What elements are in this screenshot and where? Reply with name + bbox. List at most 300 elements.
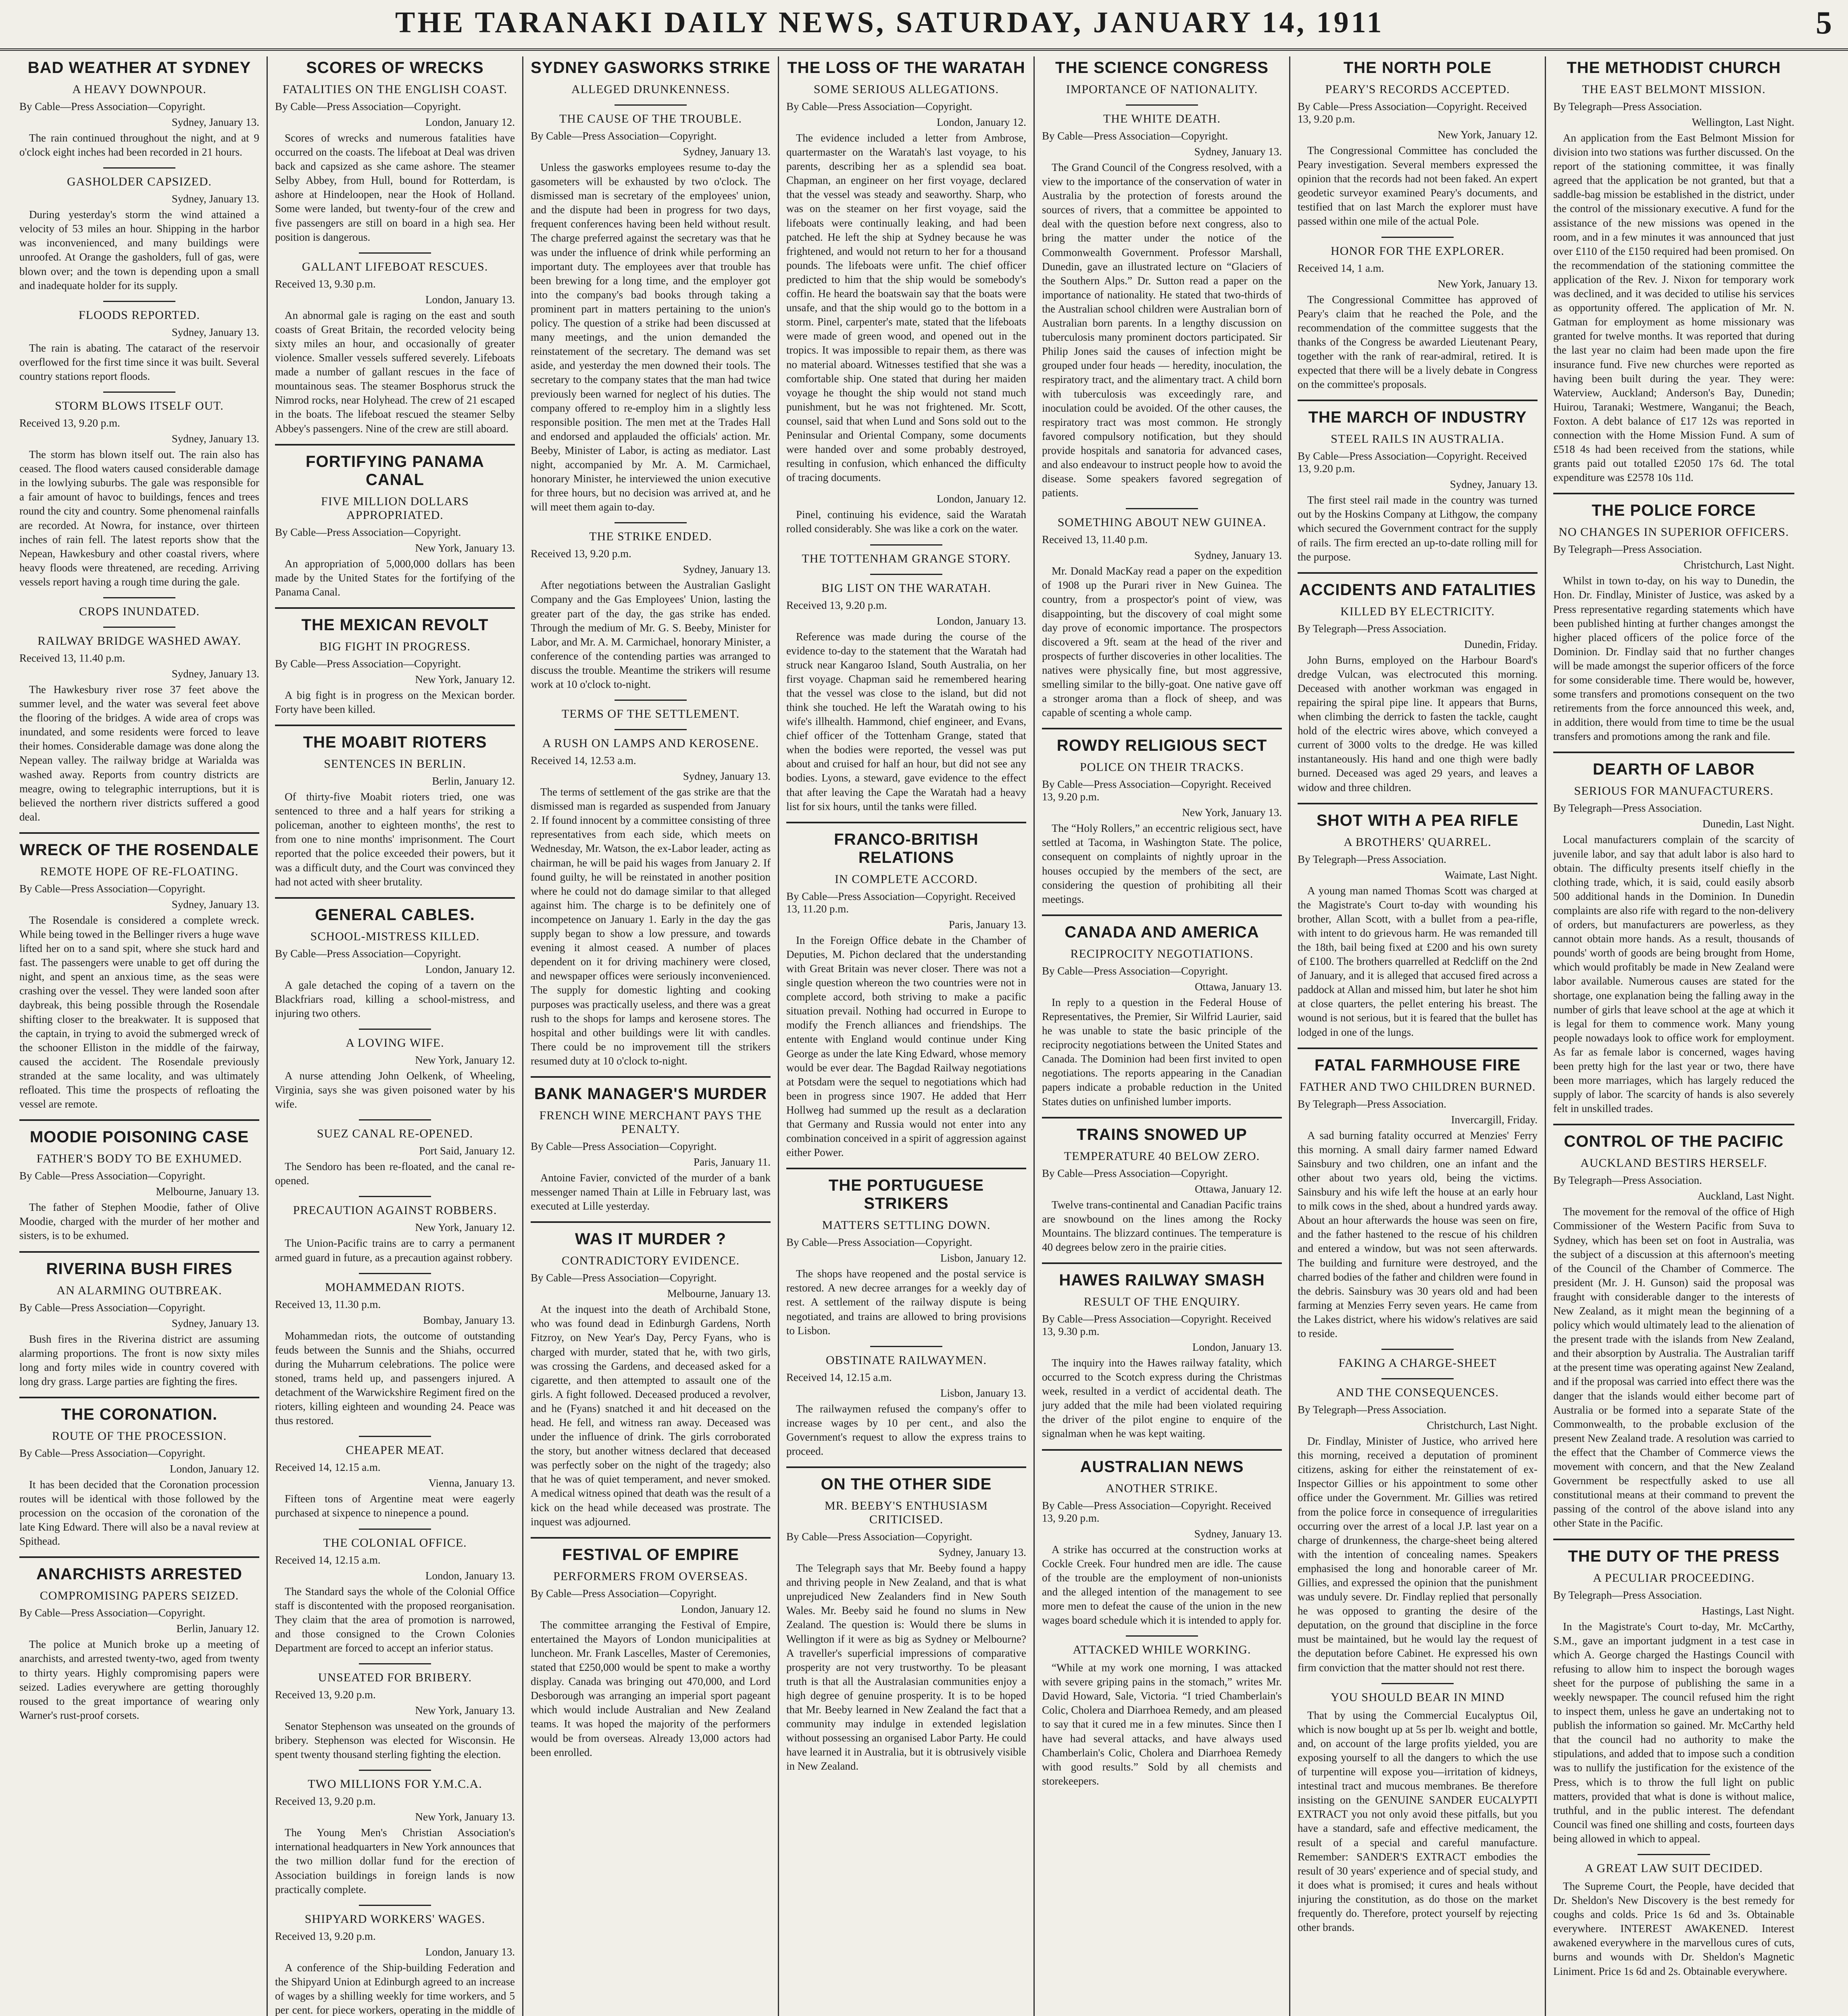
article-byline: Received 14, 12.53 a.m. <box>531 754 636 767</box>
article-body: At the inquest into the death of Archibald Stone, who was found dead in Edinburgh Gardens, North Fitzroy, on New Year's Day, Percy Fyans, who is charged with murder, stated that he, with two girls, was crossing the Gardens, and deceased asked for a cigarette, and then attempted to assault one of the girls. A fight followed. Deceased produced a revolver, and he (Fyans) snatched it and hit deceased on the head. He fell, and witness ran away. Deceased was under the influence of drink. The girls corroborated the story, but another witness declared that deceased was perfectly sober on the night of the tragedy; also that he was of quiet temperament, and never smoked. A medical witness opined that death was the result of a kick on the head while deceased was prostrate. The inquest was adjourned. <box>531 1303 771 1528</box>
article-body: A strike has occurred at the construction works at Cockle Creek. Four hundred men are idle. The cause of the trouble are the employment of non-unionists and the alleged intention of the management to see more men to defeat the cause of the union in the new wages board schedule which it is intended to apply for. <box>1042 1543 1282 1626</box>
article-section <box>1298 237 1538 392</box>
sub-rule <box>359 1436 431 1437</box>
article-headline: ON THE OTHER SIDE <box>821 1475 992 1493</box>
article-dateline: Sydney, January 13. <box>171 193 259 205</box>
article-body: Twelve trans-continental and Canadian Pacific trains are snowbound on the lines among the Rocky Mountains. The blizzard continues. The temperature is 40 degrees below zero in the prairie cities. <box>1042 1198 1282 1253</box>
article-subheading: SCHOOL-MISTRESS KILLED. <box>310 929 480 943</box>
article-section <box>275 725 515 889</box>
article-section <box>1298 572 1538 795</box>
article-body: Scores of wrecks and numerous fatalities have occurred on the coasts. The lifeboat at Deal was driven back and capsized as she came ashore. The steamer Selby Abbey, from Hull, bound for Rotterdam, is ashore at Hindeloopen, near the Hook of Holland. Some were landed, but twenty-four of the crew and five passengers are still on board in a high sea. Her position is dangerous. <box>275 132 515 243</box>
column-6 <box>1290 56 1546 2016</box>
article-headline: SCORES OF WRECKS <box>306 59 484 77</box>
article-subheading: STORM BLOWS ITSELF OUT. <box>55 399 224 413</box>
article-dateline: Paris, January 11. <box>694 1156 771 1168</box>
sub-rule <box>103 597 175 598</box>
article-body: During yesterday's storm the wind attained a velocity of 53 miles an hour. Shipping in the harbor was inconvenienced, and many buildings were unroofed. At Orange the gasholders, full of gas, were blown over; and the town is depending upon a small and inadequate holder for its supply. <box>19 208 259 292</box>
article-byline: Received 13, 11.40 p.m. <box>1042 533 1148 546</box>
article-dateline: New York, January 12. <box>415 1221 515 1234</box>
article-subheading: TEMPERATURE 40 BELOW ZERO. <box>1064 1149 1260 1163</box>
article-section <box>786 1168 1026 1337</box>
article-section <box>19 1397 259 1548</box>
article-subheading: A RUSH ON LAMPS AND KEROSENE. <box>542 737 759 750</box>
article-section <box>531 1537 771 1760</box>
article-byline: By Cable—Press Association—Copyright. <box>531 1272 717 1284</box>
article-body: Whilst in town to-day, on his way to Dunedin, the Hon. Dr. Findlay, Minister of Justice, was asked by a Press representative regarding statements which have been published hinting at further changes amongst the higher placed officers of the police force of the Dominion. Dr. Findlay said that no further changes will be made amongst the superior officers of the force for some considerable time. There would be, however, some transfers and promotions consequent on the two retirements from the force announced this week, and, in addition, there would from time to time be the usual transfers and promotions among the rank and file. <box>1553 575 1794 743</box>
article-subheading: TWO MILLIONS FOR Y.M.C.A. <box>308 1777 482 1791</box>
article-byline: By Cable—Press Association—Copyright. <box>1042 130 1228 142</box>
article-dateline: Ottawa, January 13. <box>1195 980 1282 993</box>
article-body: A conference of the Ship-building Federation and the Shipyard Union at Edinburgh agreed to an increase of wages by a shilling weekly for time workers, and 5 per cent. for piece workers, operating in the middle of <box>275 1961 515 2016</box>
article-dateline: Sydney, January 13. <box>171 116 259 128</box>
article-subheading: THE EAST BELMONT MISSION. <box>1582 83 1766 96</box>
article-headline: WAS IT MURDER ? <box>575 1230 726 1248</box>
article-dateline: Sydney, January 13. <box>171 326 259 338</box>
article-body: The Supreme Court, the People, have decided that Dr. Sheldon's New Discovery is the best remedy for coughs and colds. Price 1s 6d and 3s. Obtainable everywhere. INTEREST AWAKENED. Interest awakened everywhere in the marvellous cures of cuts, burns and wounds with Dr. Sheldon's Magnetic Liniment. Price 1s 6d and 2s. Obtainable everywhere. <box>1553 1880 1794 1977</box>
section-divider <box>1298 572 1538 574</box>
article-subheading: FATALITIES ON THE ENGLISH COAST. <box>282 83 508 96</box>
article-headline: TRAINS SNOWED UP <box>1077 1125 1247 1143</box>
article-section <box>275 897 515 1020</box>
article-section <box>1042 508 1282 720</box>
article-byline: By Telegraph—Press Association. <box>1298 1404 1446 1416</box>
article-subheading: SENTENCES IN BERLIN. <box>324 757 466 771</box>
sub-rule <box>615 729 687 730</box>
section-divider <box>531 1221 771 1223</box>
article-section <box>1553 1539 1794 1846</box>
article-body: Senator Stephenson was unseated on the grounds of bribery. Stephenson was elected for Wisconsin. He spent twenty thousand sterling fighting the election. <box>275 1720 515 1761</box>
article-subheading: AN ALARMING OUTBREAK. <box>56 1283 222 1297</box>
article-subheading: HONOR FOR THE EXPLORER. <box>1331 244 1504 258</box>
article-section <box>786 1346 1026 1458</box>
article-dateline: London, January 12. <box>425 116 515 128</box>
article-body: The inquiry into the Hawes railway fatality, which occurred to the Scotch express during the Christmas week, resulted in a verdict of accidental death. The jury added that the mile had been violated requiring the driver of the pilot engine to enquire of the signalman when he was kept waiting. <box>1042 1356 1282 1440</box>
sub-rule <box>359 1196 431 1197</box>
article-section <box>19 1119 259 1243</box>
article-subheading: THE COLONIAL OFFICE. <box>323 1536 467 1549</box>
article-byline: By Cable—Press Association—Copyright. <box>275 657 461 670</box>
article-dateline: Sydney, January 13. <box>171 1317 259 1329</box>
article-subheading: A BROTHERS' QUARREL. <box>1344 835 1492 849</box>
article-body: Fifteen tons of Argentine meat were eagerly purchased at sixpence to ninepence a pound. <box>275 1493 515 1519</box>
article-subheading: SHIPYARD WORKERS' WAGES. <box>304 1912 485 1926</box>
sub-rule <box>870 544 942 546</box>
article-subheading: THE CAUSE OF THE TROUBLE. <box>559 112 742 125</box>
section-divider <box>1298 1048 1538 1049</box>
sub-rule <box>1126 508 1198 509</box>
sub-rule <box>1381 237 1454 238</box>
article-headline: THE MOABIT RIOTERS <box>303 733 487 752</box>
article-byline: Received 13, 9.20 p.m. <box>275 1930 376 1942</box>
article-dateline: Dunedin, Last Night. <box>1702 818 1794 830</box>
article-headline: THE POLICE FORCE <box>1592 502 1756 520</box>
article-section <box>19 1251 259 1389</box>
article-section <box>1042 914 1282 1109</box>
article-subheading: AND THE CONSEQUENCES. <box>1336 1386 1499 1400</box>
article-subheading: A HEAVY DOWNPOUR. <box>72 83 206 96</box>
sub-rule <box>1126 1635 1198 1637</box>
sub-rule <box>1638 1854 1710 1855</box>
article-body: The committee arranging the Festival of Empire, entertained the Mayors of London municipalities at luncheon. Mr. Frank Lascelles, Master of Ceremonies, stated that £250,000 would be spent to make a worthy display. Canada was bringing out 470,000, and Lord Desborough was arranging an imperial sport pageant which would include Australian and New Zealand teams. It was hoped the majority of the performers would be from overseas. Already 13,000 actors had been enrolled. <box>531 1618 771 1758</box>
article-byline: By Cable—Press Association—Copyright. <box>531 130 717 142</box>
article-section <box>19 597 259 619</box>
article-headline: CONTROL OF THE PACIFIC <box>1564 1133 1784 1151</box>
article-section <box>786 493 1026 536</box>
column-3 <box>523 56 779 2016</box>
article-subheading: RECIPROCITY NEGOTIATIONS. <box>1070 947 1254 960</box>
article-subheading: PEARY'S RECORDS ACCEPTED. <box>1325 83 1510 96</box>
article-headline: THE LOSS OF THE WARATAH <box>787 59 1025 77</box>
article-dateline: London, January 13. <box>425 1945 515 1958</box>
article-subheading: MATTERS SETTLING DOWN. <box>822 1218 991 1232</box>
article-dateline: Christchurch, Last Night. <box>1683 559 1794 571</box>
article-section <box>786 59 1026 485</box>
article-section <box>19 167 259 293</box>
article-body: A nurse attending John Oelkenk, of Wheeling, Virginia, says she was given poisoned water by his wife. <box>275 1070 515 1110</box>
article-body: An abnormal gale is raging on the east and south coasts of Great Britain, the recorded velocity being sixty miles an hour, and occasionally of greater violence. Smaller vessels suffered severely. Lifeboats made a number of gallant rescues in the face of mountainous seas. The steamer Bosphorus struck the Nimrod rocks, near Holyhead. The crew of 21 escaped in the boats. The lifeboat rescued the steamer Selby Abbey's passengers. Nine of the crew are still aboard. <box>275 309 515 435</box>
article-headline: SYDNEY GASWORKS STRIKE <box>531 59 771 77</box>
article-section <box>1042 1635 1282 1788</box>
article-headline: FATAL FARMHOUSE FIRE <box>1314 1056 1521 1074</box>
article-subheading: THE TOTTENHAM GRANGE STORY. <box>802 552 1011 565</box>
article-byline: By Telegraph—Press Association. <box>1553 802 1702 814</box>
article-dateline: Lisbon, January 12. <box>940 1252 1026 1264</box>
article-section <box>1298 59 1538 229</box>
article-headline: HAWES RAILWAY SMASH <box>1059 1271 1265 1289</box>
article-dateline: Sydney, January 13. <box>683 563 771 576</box>
sub-rule <box>870 574 942 575</box>
section-divider <box>1553 1124 1794 1125</box>
article-dateline: Sydney, January 13. <box>171 667 259 680</box>
article-section <box>275 59 515 244</box>
article-byline: By Telegraph—Press Association. <box>1298 622 1446 635</box>
article-body: Reference was made during the course of the evidence to-day to the statement that the Waratah had struck near Kangaroo Island, South Australia, on her first voyage. Chapman said he remembered hearing that the vessel was close to the island, but did not think she touched. He left the Waratah owing to his wife's illhealth. Hammond, chief engineer, and Evans, chief officer of the Tottenham Grange, stated that when the bodies were reported, the vessel was put about and cruised for half an hour, but did not see any bodies. Lyons, a steward, gave evidence to the effect that after leaving the Cape the Waratah had a heavy list for six hours, until the tanks were filled. <box>786 630 1026 812</box>
sub-rule <box>103 167 175 169</box>
article-section <box>1042 1262 1282 1441</box>
section-divider <box>275 444 515 446</box>
section-divider <box>1042 728 1282 729</box>
article-dateline: London, January 12. <box>937 493 1026 505</box>
section-divider <box>786 822 1026 823</box>
article-byline: Received 13, 9.30 p.m. <box>275 277 376 290</box>
section-divider <box>786 1168 1026 1169</box>
section-divider <box>1042 1449 1282 1451</box>
article-body: An application from the East Belmont Mission for division into two stations was further discussed. On the report of the stationing committee, it was finally agreed that the application be not granted, but that a saddle-bag mission be established in the district, under the control of the missionary executive. A fund for the assistance of the new missions was opened in the room, and in a few minutes it was announced that just over £110 of the £150 required had been promised. On the recommendation of the stationing committee the application of the Rev. J. Nixon for temporary work was declined, and it was decided to utilise his services as opportunity offered. The application of Mr. N. Gatman for employment as home missionary was granted for twelve months. It was reported that during the last year no claim had been made upon the fire insurance fund. Five new churches were reported as having been built during the year. They were: Waterview, Auckland; Anderson's Bay, Dunedin; Huirou, Taranaki; Westmere, Wanganui; the Beach, Foxton. A debt balance of £17 12s was reported in connection with the Home Mission Fund. A sum of £518 4s had been received from the stations, while grants paid out totalled £2050 17s 6d. The total expenditure was £2578 10s 11d. <box>1553 132 1794 484</box>
article-dateline: Paris, January 13. <box>949 918 1026 931</box>
article-section <box>1298 1349 1538 1370</box>
article-section <box>1298 1048 1538 1341</box>
article-dateline: Sydney, January 13. <box>1450 478 1538 491</box>
article-subheading: GASHOLDER CAPSIZED. <box>67 175 212 189</box>
article-body: The Rosendale is considered a complete wreck. While being towed in the Bellinger rivers a huge wave lifted her on to a sand spit, where she stuck hard and fast. The passengers were unable to get off during the night, and spent an anxious time, as the seas were crashing over the vessel. They were landed soon after daybreak, this being possible through the Rosendale shifting closer to the breakwater. It is supposed that the captain, in trying to avoid the submerged wreck of the schooner Elliston in the middle of the fairway, caused the accident. The Rosendale previously stranded at the same locality, and was ultimately refloated. This time the prospects of refloating the vessel are remote. <box>19 914 259 1110</box>
section-divider <box>1042 914 1282 916</box>
section-divider <box>531 1076 771 1078</box>
article-body: The rain continued throughout the night, and at 9 o'clock eight inches had been recorded in 21 hours. <box>19 132 259 158</box>
article-byline: By Cable—Press Association—Copyright. <box>275 526 461 538</box>
section-divider <box>19 1556 259 1558</box>
article-subheading: RESULT OF THE ENQUIRY. <box>1083 1295 1240 1308</box>
column-2 <box>268 56 523 2016</box>
article-body: Local manufacturers complain of the scarcity of juvenile labor, and say that adult labor is also hard to obtain. The difficulty presents itself chiefly in the clothing trade, which, it is said, could easily absorb 500 additional hands in the Dominion. In Dunedin complaints are also rife with regard to the non-delivery of orders, but manufacturers are powerless, as they cannot obtain more hands. As a result, thousands of pounds' worth of goods are being brought from Home, which would profitably be made in New Zealand were labor available. Numerous causes are stated for the shortage, one explanation being the falling away in the number of girls that leave school at the age at which it is legal for them to commence work. Many young people nowadays look to office work for employment. As far as female labor is concerned, wages having been pretty high for the last year or two, there have been more marriages, which has largely reduced the supply of labor. The scarcity of hands is also severely felt in unskilled trades. <box>1553 833 1794 1115</box>
section-divider <box>1553 493 1794 494</box>
article-section <box>786 544 1026 566</box>
article-dateline: New York, January 13. <box>1182 806 1282 819</box>
article-headline: ACCIDENTS AND FATALITIES <box>1299 581 1536 599</box>
section-divider <box>19 832 259 834</box>
sub-rule <box>615 522 687 523</box>
article-body: The Hawkesbury river rose 37 feet above the summer level, and the water was several feet above the flooring of the bridges. A wide area of crops was inundated, and some residents were forced to leave their homes. Considerable damage was done along the Nepean valley. The railway bridge at Warialda was washed away. Reports from country districts are meagre, owing to telegraphic interruptions, but it is believed the northern river districts suffered a good deal. <box>19 683 259 823</box>
article-section <box>19 59 259 159</box>
article-dateline: New York, January 12. <box>415 673 515 685</box>
article-subheading: BIG LIST ON THE WARATAH. <box>821 581 991 595</box>
article-byline: By Cable—Press Association—Copyright. Received 13, 11.20 p.m. <box>786 890 1016 915</box>
sub-rule <box>615 104 687 106</box>
article-section <box>1042 59 1282 96</box>
article-body: The Standard says the whole of the Colonial Office staff is discontented with the proposed reorganisation. They claim that the area of promotion is narrowed, and those consigned to the Crown Colonies Department are forced to accept an inferior status. <box>275 1585 515 1654</box>
article-headline: AUSTRALIAN NEWS <box>1080 1458 1244 1476</box>
sub-rule <box>1381 1378 1454 1379</box>
article-dateline: London, January 12. <box>170 1462 259 1475</box>
article-dateline: London, January 12. <box>681 1603 771 1615</box>
article-headline: BAD WEATHER AT SYDNEY <box>27 59 251 77</box>
article-byline: Received 13, 9.20 p.m. <box>786 599 887 611</box>
article-byline: By Cable—Press Association—Copyright. <box>275 947 461 960</box>
article-subheading: MR. BEEBY'S ENTHUSIASM CRITICISED. <box>825 1499 988 1527</box>
article-body: It has been decided that the Coronation procession routes will be identical with those followed by the procession on the occasion of the coronation of the late King Edward. There will also be a naval review at Spithead. <box>19 1478 259 1547</box>
section-divider <box>1553 1539 1794 1540</box>
article-subheading: ROUTE OF THE PROCESSION. <box>52 1429 227 1443</box>
article-body: The shops have reopened and the postal service is restored. A new decree arranges for a weekly day of rest. A settlement of the railway dispute is being negotiated, and trains are allowed to bring provisions to Lisbon. <box>786 1268 1026 1337</box>
article-body: That by using the Commercial Eucalyptus Oil, which is now bought up at 5s per lb. weight and bottle, and, on account of the large profits yielded, you are exposing yourself to all the dangers to which the use of turpentine will expose you—irritation of kidneys, intestinal tract and mucous membranes. Be therefore insisting on the GENUINE SANDER EUCALYPTI EXTRACT you not only avoid these pitfalls, but you have a standard, safe and effective medicament, the result of a special and careful manufacture. Remember: SANDER'S EXTRACT embodies the result of 30 years' experience and of special study, and it does what is promised; it cures and heals without injuring the constitution, as do those on the market frequently do. Therefore, protect yourself by rejecting other brands. <box>1298 1709 1538 1934</box>
sub-rule <box>103 392 175 393</box>
section-divider <box>275 725 515 726</box>
article-dateline: London, January 12. <box>937 116 1026 128</box>
article-dateline: London, January 13. <box>1192 1341 1282 1353</box>
article-subheading: REMOTE HOPE OF RE-FLOATING. <box>40 864 239 878</box>
article-body: The railwaymen refused the company's offer to increase wages by 10 per cent., and also the Government's request to allow the express trains to proceed. <box>786 1402 1026 1457</box>
article-body: A gale detached the coping of a tavern on the Blackfriars road, killing a school-mistress, and injuring two others. <box>275 979 515 1019</box>
article-section <box>1553 493 1794 744</box>
article-byline: By Telegraph—Press Association. <box>1553 100 1702 112</box>
section-divider <box>531 1537 771 1539</box>
article-dateline: Invercargill, Friday. <box>1451 1113 1538 1126</box>
article-dateline: New York, January 13. <box>415 541 515 554</box>
article-subheading: FAKING A CHARGE-SHEET <box>1338 1356 1497 1370</box>
article-byline: By Cable—Press Association—Copyright. <box>786 1236 973 1249</box>
article-byline: By Cable—Press Association—Copyright. <box>275 100 461 112</box>
article-body: After negotiations between the Australian Gaslight Company and the Gas Employees' Union, lasting the greater part of the day, the gas strike has ended. Through the medium of Mr. G. S. Beeby, Minister for Labor, and Mr. A. M. Carmichael, honorary Minister, a conference of the contending parties was arranged to discuss the trouble. Meantime the strikers will resume work at 10 o'clock to-night. <box>531 579 771 690</box>
column-4 <box>779 56 1035 2016</box>
article-dateline: Sydney, January 13. <box>1194 1527 1282 1540</box>
section-divider <box>1298 803 1538 804</box>
article-subheading: CHEAPER MEAT. <box>346 1443 444 1457</box>
column-5 <box>1035 56 1290 2016</box>
article-subheading: IN COMPLETE ACCORD. <box>835 872 978 886</box>
article-dateline: Wellington, Last Night. <box>1692 116 1794 128</box>
sub-rule <box>103 627 175 628</box>
article-dateline: New York, January 13. <box>415 1811 515 1823</box>
page-number: 5 <box>1816 5 1832 41</box>
article-byline: Received 13, 9.20 p.m. <box>531 548 631 560</box>
article-dateline: Berlin, January 12. <box>432 775 515 787</box>
article-body: The Grand Council of the Congress resolved, with a view to the importance of the conservation of water in Australia by the protection of forests around the sources of rivers, that a committee be appointed to deal with the question before next congress, also to bring the matter under the notice of the Commonwealth Government. Professor Marshall, Dunedin, gave an illustrated lecture on “Glaciers of the Southern Alps.” Dr. Sutton read a paper on the importance of nationality. He stated that two-thirds of the Australian school children were Australian born of Australian born parents. In a lengthy discussion on tuberculosis many prominent doctors participated. Sir Philip Jones said the causes of infection might be grouped under four heads — heredity, inoculation, the respiratory tract, and the alimentary tract. A child born with tuberculosis was exceedingly rare, and inoculation could be avoided. Of the other causes, the respiratory tract was most common. He strongly favored compulsory notification, but they should provide hospitals and sanatoria for advanced cases, and also endeavour to instruct people how to avoid the disease. Some speakers favored segregation of patients. <box>1042 161 1282 499</box>
article-byline: By Cable—Press Association—Copyright. <box>531 1587 717 1599</box>
section-divider <box>1298 400 1538 401</box>
article-body: The first steel rail made in the country was turned out by the Hoskins Company at Lithgow, the company which secured the Government contract for the supply of rails. The firm erected an up-to-date rolling mill for the purpose. <box>1298 494 1538 563</box>
article-byline: By Cable—Press Association—Copyright. Received 13, 9.30 p.m. <box>1042 1312 1271 1337</box>
article-body: The rain is abating. The cataract of the reservoir overflowed for the first time since it was built. Several country stations report floods. <box>19 342 259 382</box>
article-subheading: THE WHITE DEATH. <box>1103 112 1221 125</box>
article-body: A sad burning fatality occurred at Menzies' Ferry this morning. A small dairy farmer named Edward Sainsbury and two children, one an infant and the other about two years old, being the victims. Sainsbury and his wife left the house at an early hour to milk cows in the shed, about a hundred yards away. About an hour afterwards the house was seen on fire, and the father hastened to the rescue of his children and entered a window, but was not seen afterwards. The building and furniture were destroyed, and the charred bodies of the father and children were found in the debris. Sainsbury was 30 years old and had been farming at Menzies Ferry seven years. He came from the Lakes district, where his widow's relatives are said to reside. <box>1298 1129 1538 1339</box>
article-body: An appropriation of 5,000,000 dollars has been made by the United States for the fortifying of the Panama Canal. <box>275 557 515 598</box>
article-body: A big fight is in progress on the Mexican border. Forty have been killed. <box>275 689 515 715</box>
article-dateline: Melbourne, January 13. <box>667 1287 771 1300</box>
article-dateline: Lisbon, January 13. <box>940 1387 1026 1399</box>
article-byline: By Telegraph—Press Association. <box>1553 1589 1702 1601</box>
column-7 <box>1546 56 1802 2016</box>
article-dateline: Waimate, Last Night. <box>1444 868 1538 881</box>
sub-rule <box>359 1770 431 1771</box>
article-headline: THE PORTUGUESE STRIKERS <box>828 1177 984 1213</box>
sub-rule <box>359 1029 431 1030</box>
article-subheading: CONTRADICTORY EVIDENCE. <box>561 1254 740 1268</box>
article-section <box>275 1119 515 1188</box>
article-dateline: New York, January 13. <box>415 1704 515 1716</box>
article-section <box>275 1029 515 1111</box>
article-section <box>1298 803 1538 1039</box>
article-dateline: London, January 13. <box>425 1569 515 1582</box>
article-byline: By Cable—Press Association—Copyright. <box>19 882 206 895</box>
article-dateline: London, January 12. <box>425 963 515 975</box>
article-subheading: TERMS OF THE SETTLEMENT. <box>561 707 740 721</box>
article-dateline: New York, January 12. <box>1438 129 1538 141</box>
article-body: The Congressional Committee has concluded the Peary investigation. Several members expressed the opinion that the records had not been faked. An expert geodetic surveyor examined Peary's documents, and testified that on last March the explorer must have passed within one mile of the actual Pole. <box>1298 144 1538 227</box>
section-divider <box>19 1119 259 1121</box>
article-subheading: SOMETHING ABOUT NEW GUINEA. <box>1057 516 1267 529</box>
section-divider <box>1042 1117 1282 1118</box>
article-byline: Received 14, 12.15 a.m. <box>275 1554 381 1566</box>
article-byline: By Cable—Press Association—Copyright. <box>19 1607 206 1619</box>
article-byline: By Cable—Press Association—Copyright. <box>1042 964 1228 977</box>
article-section <box>275 252 515 436</box>
article-subheading: SOME SERIOUS ALLEGATIONS. <box>813 83 999 96</box>
article-body: Mohammedan riots, the outcome of outstanding feuds between the Sunnis and the Shiahs, occurred during the Muharrum celebrations. The police were stoned, trams held up, and passengers injured. A detachment of the Warwickshire Regiment fired on the rioters, killing eighteen and wounding 24. Peace was thus restored. <box>275 1329 515 1427</box>
article-body: The Young Men's Christian Association's international headquarters in New York announces that the two million dollar fund for the erection of Association buildings in foreign lands is now practically complete. <box>275 1826 515 1895</box>
article-headline: GENERAL CABLES. <box>315 906 475 924</box>
article-subheading: RAILWAY BRIDGE WASHED AWAY. <box>38 634 241 648</box>
article-subheading: A LOVING WIFE. <box>346 1036 444 1050</box>
section-divider <box>275 607 515 609</box>
article-body: Mr. Donald MacKay read a paper on the expedition of 1908 up the Purari river in New Guinea. The country, from a prospector's point of view, was disappointing, but the discovery of coal might some day prove of economic importance. The prospectors discovered a 9ft. seam at the head of the river and prospects of further discoveries in other localities. The natives were physically fine, but most aggressive, smelling similar to the billy-goat. One native gave off a stronger aroma than a flock of sheep, and was capable of scenting a whole camp. <box>1042 565 1282 719</box>
article-byline: By Telegraph—Press Association. <box>1553 1174 1702 1187</box>
section-divider <box>19 1397 259 1398</box>
article-body: “While at my work one morning, I was attacked with severe griping pains in the stomach,” writes Mr. David Howard, Sale, Victoria. “I tried Chamberlain's Colic, Cholera and Diarrhoea Remedy, and am pleased to say that it cured me in a few minutes. Since then I have had several attacks, and have always used Chamberlain's Colic, Cholera and Diarrhoea Remedy with good results.” Sold by all chemists and storekeepers. <box>1042 1662 1282 1787</box>
article-subheading: A PECULIAR PROCEEDING. <box>1593 1571 1755 1585</box>
article-byline: By Cable—Press Association—Copyright. Received 13, 9.20 p.m. <box>1298 450 1527 475</box>
article-byline: Received 13, 11.30 p.m. <box>275 1298 381 1310</box>
article-section <box>19 627 259 824</box>
article-section <box>19 832 259 1111</box>
article-body: The Congressional Committee has approved of Peary's claim that he reached the Pole, and the recommendation of the committee suggests that the thanks of the Congress be awarded Lieutenant Peary, together with the rank of rear-admiral, retired. It is expected that there will be a lively debate in Congress on the committee's proposals. <box>1298 293 1538 391</box>
article-body: The evidence included a letter from Ambrose, quartermaster on the Waratah's last voyage, to his parents, describing her as a splendid sea boat. Chapman, an engineer on her first voyage, declared that the vessel was steady and seaworthy. Sharp, who was on the steamer on her first voyage, said the lifeboats were continually leaking, and had been patched. He left the ship at Sydney because he was frightened, and would not return to her for a thousand pounds. The lifeboats were unfit. The chief officer predicted to him that the ship would be somebody's coffin. He heard the boatswain say that the boats were unsafe, and that the ship would go to the bottom in a storm. Pinel, carpenter's mate, stated that the lifeboats were made of green wood, and opened out in the tropics. It was impossible to repair them, as there was no material aboard. Witnesses testified that she was a comfortable ship. One stated that during her maiden voyage he thought the ship would not stand much punishment, but he was not frightened. Mr. Scott, counsel, said that when Lund and Sons sold out to the Peninsular and Oriental Company, some documents were handed over and some probably destroyed, resulting in confusion, which enhanced the difficulty of tracing documents. <box>786 132 1026 484</box>
article-dateline: Bombay, January 13. <box>423 1314 515 1326</box>
article-headline: RIVERINA BUSH FIRES <box>46 1260 233 1278</box>
article-subheading: FRENCH WINE MERCHANT PAYS THE PENALTY. <box>539 1108 762 1136</box>
article-section <box>275 1529 515 1655</box>
article-section <box>531 700 771 721</box>
article-section <box>275 1273 515 1428</box>
section-divider <box>275 897 515 899</box>
article-byline: By Cable—Press Association—Copyright. <box>19 1447 206 1459</box>
article-section <box>19 1556 259 1722</box>
article-byline: By Cable—Press Association—Copyright. <box>19 1301 206 1314</box>
article-subheading: COMPROMISING PAPERS SEIZED. <box>40 1589 239 1603</box>
article-dateline: Sydney, January 13. <box>171 898 259 910</box>
article-section <box>275 1905 515 2016</box>
article-headline: THE METHODIST CHURCH <box>1567 59 1781 77</box>
article-dateline: London, January 13. <box>937 614 1026 627</box>
article-section <box>786 1466 1026 1773</box>
article-body: The Sendoro has been re-floated, and the canal re-opened. <box>275 1160 515 1187</box>
article-headline: CANADA AND AMERICA <box>1065 923 1259 941</box>
article-subheading: MOHAMMEDAN RIOTS. <box>325 1280 465 1294</box>
article-subheading: PRECAUTION AGAINST ROBBERS. <box>293 1204 497 1217</box>
article-headline: DEARTH OF LABOR <box>1593 760 1755 779</box>
article-dateline: Sydney, January 13. <box>938 1546 1026 1559</box>
article-section <box>786 574 1026 814</box>
section-divider <box>1042 1262 1282 1264</box>
section-divider <box>19 1251 259 1253</box>
article-headline: FORTIFYING PANAMA CANAL <box>306 452 484 489</box>
article-section <box>531 1076 771 1213</box>
article-section <box>275 1196 515 1264</box>
article-byline: By Cable—Press Association—Copyright. <box>786 100 973 112</box>
article-body: Unless the gasworks employees resume to-day the gasometers will be exhausted by two o'clock. The dismissed man is secretary of the employees' union, and the dispute had been in progress for two days, frequent conferences having been held without result. The charge preferred against the secretary was that he was under the influence of drink while performing an important duty. The employees aver that trouble has been brewing for a long time, and the employer got into the company's bad books through taking a prominent part in matters pertaining to the union's policy. The question of a strike had been discussed at many meetings, and the union demanded the reinstatement of the secretary. The demand was set aside, and yesterday the men downed their tools. The secretary to the company states that the man had twice previously been warned for neglect of his duties. The company offered to re-employ him in a slightly less responsible position. The men met at the Trades Hall and endorsed and applauded the officials' action. Mr. Beeby, Minister of Labor, is acting as mediator. Last night, accompanied by Mr. A. M. Carmichael, honorary Minister, he interviewed the union executive for three hours, but no decision was arrived at, and he will meet them again to-day. <box>531 161 771 513</box>
article-subheading: NO CHANGES IN SUPERIOR OFFICERS. <box>1558 525 1789 539</box>
article-subheading: IMPORTANCE OF NATIONALITY. <box>1066 83 1258 96</box>
article-subheading: ATTACKED WHILE WORKING. <box>1073 1643 1251 1657</box>
article-byline: Received 14, 12.15 a.m. <box>275 1461 381 1474</box>
article-body: The Union-Pacific trains are to carry a permanent armed guard in future, as a precaution against robbery. <box>275 1237 515 1264</box>
article-body: The father of Stephen Moodie, father of Olive Moodie, charged with the murder of her mother and sisters, is to be exhumed. <box>19 1201 259 1242</box>
article-byline: By Cable—Press Association—Copyright. <box>19 100 206 112</box>
article-section <box>531 522 771 691</box>
article-byline: Received 13, 9.20 p.m. <box>275 1795 376 1808</box>
article-dateline: Ottawa, January 12. <box>1195 1183 1282 1195</box>
sub-rule <box>1381 1683 1454 1684</box>
article-headline: THE SCIENCE CONGRESS <box>1055 59 1269 77</box>
article-subheading: SUEZ CANAL RE-OPENED. <box>317 1127 473 1141</box>
article-headline: FESTIVAL OF EMPIRE <box>562 1545 739 1564</box>
article-byline: By Cable—Press Association—Copyright. <box>1042 1167 1228 1179</box>
article-section <box>1298 1378 1538 1675</box>
article-dateline: Dunedin, Friday. <box>1464 638 1538 650</box>
article-dateline: New York, January 12. <box>415 1054 515 1066</box>
article-subheading: ALLEGED DRUNKENNESS. <box>571 83 730 96</box>
article-section <box>1553 752 1794 1116</box>
article-body: In reply to a question in the Federal House of Representatives, the Premier, Sir Wilfrid Laurier, said he was unable to state the basic principle of the reciprocity negotiations between the United States and Canada. The Dominion had been first invited to open negotiations. The reports appearing in the Canadian papers indicate a probable reduction in the United States duties on unfinished lumber imports. <box>1042 996 1282 1108</box>
article-section <box>1042 1117 1282 1254</box>
article-section <box>19 392 259 589</box>
article-headline: WRECK OF THE ROSENDALE <box>19 841 259 859</box>
article-dateline: Sydney, January 13. <box>1194 146 1282 158</box>
article-headline: THE DUTY OF THE PRESS <box>1568 1547 1780 1565</box>
article-headline: THE MEXICAN REVOLT <box>301 616 489 634</box>
article-byline: Received 13, 9.20 p.m. <box>19 417 120 429</box>
article-byline: By Cable—Press Association—Copyright. Received 13, 9.20 p.m. <box>1042 778 1271 803</box>
article-byline: By Telegraph—Press Association. <box>1553 543 1702 556</box>
sub-rule <box>359 252 431 254</box>
